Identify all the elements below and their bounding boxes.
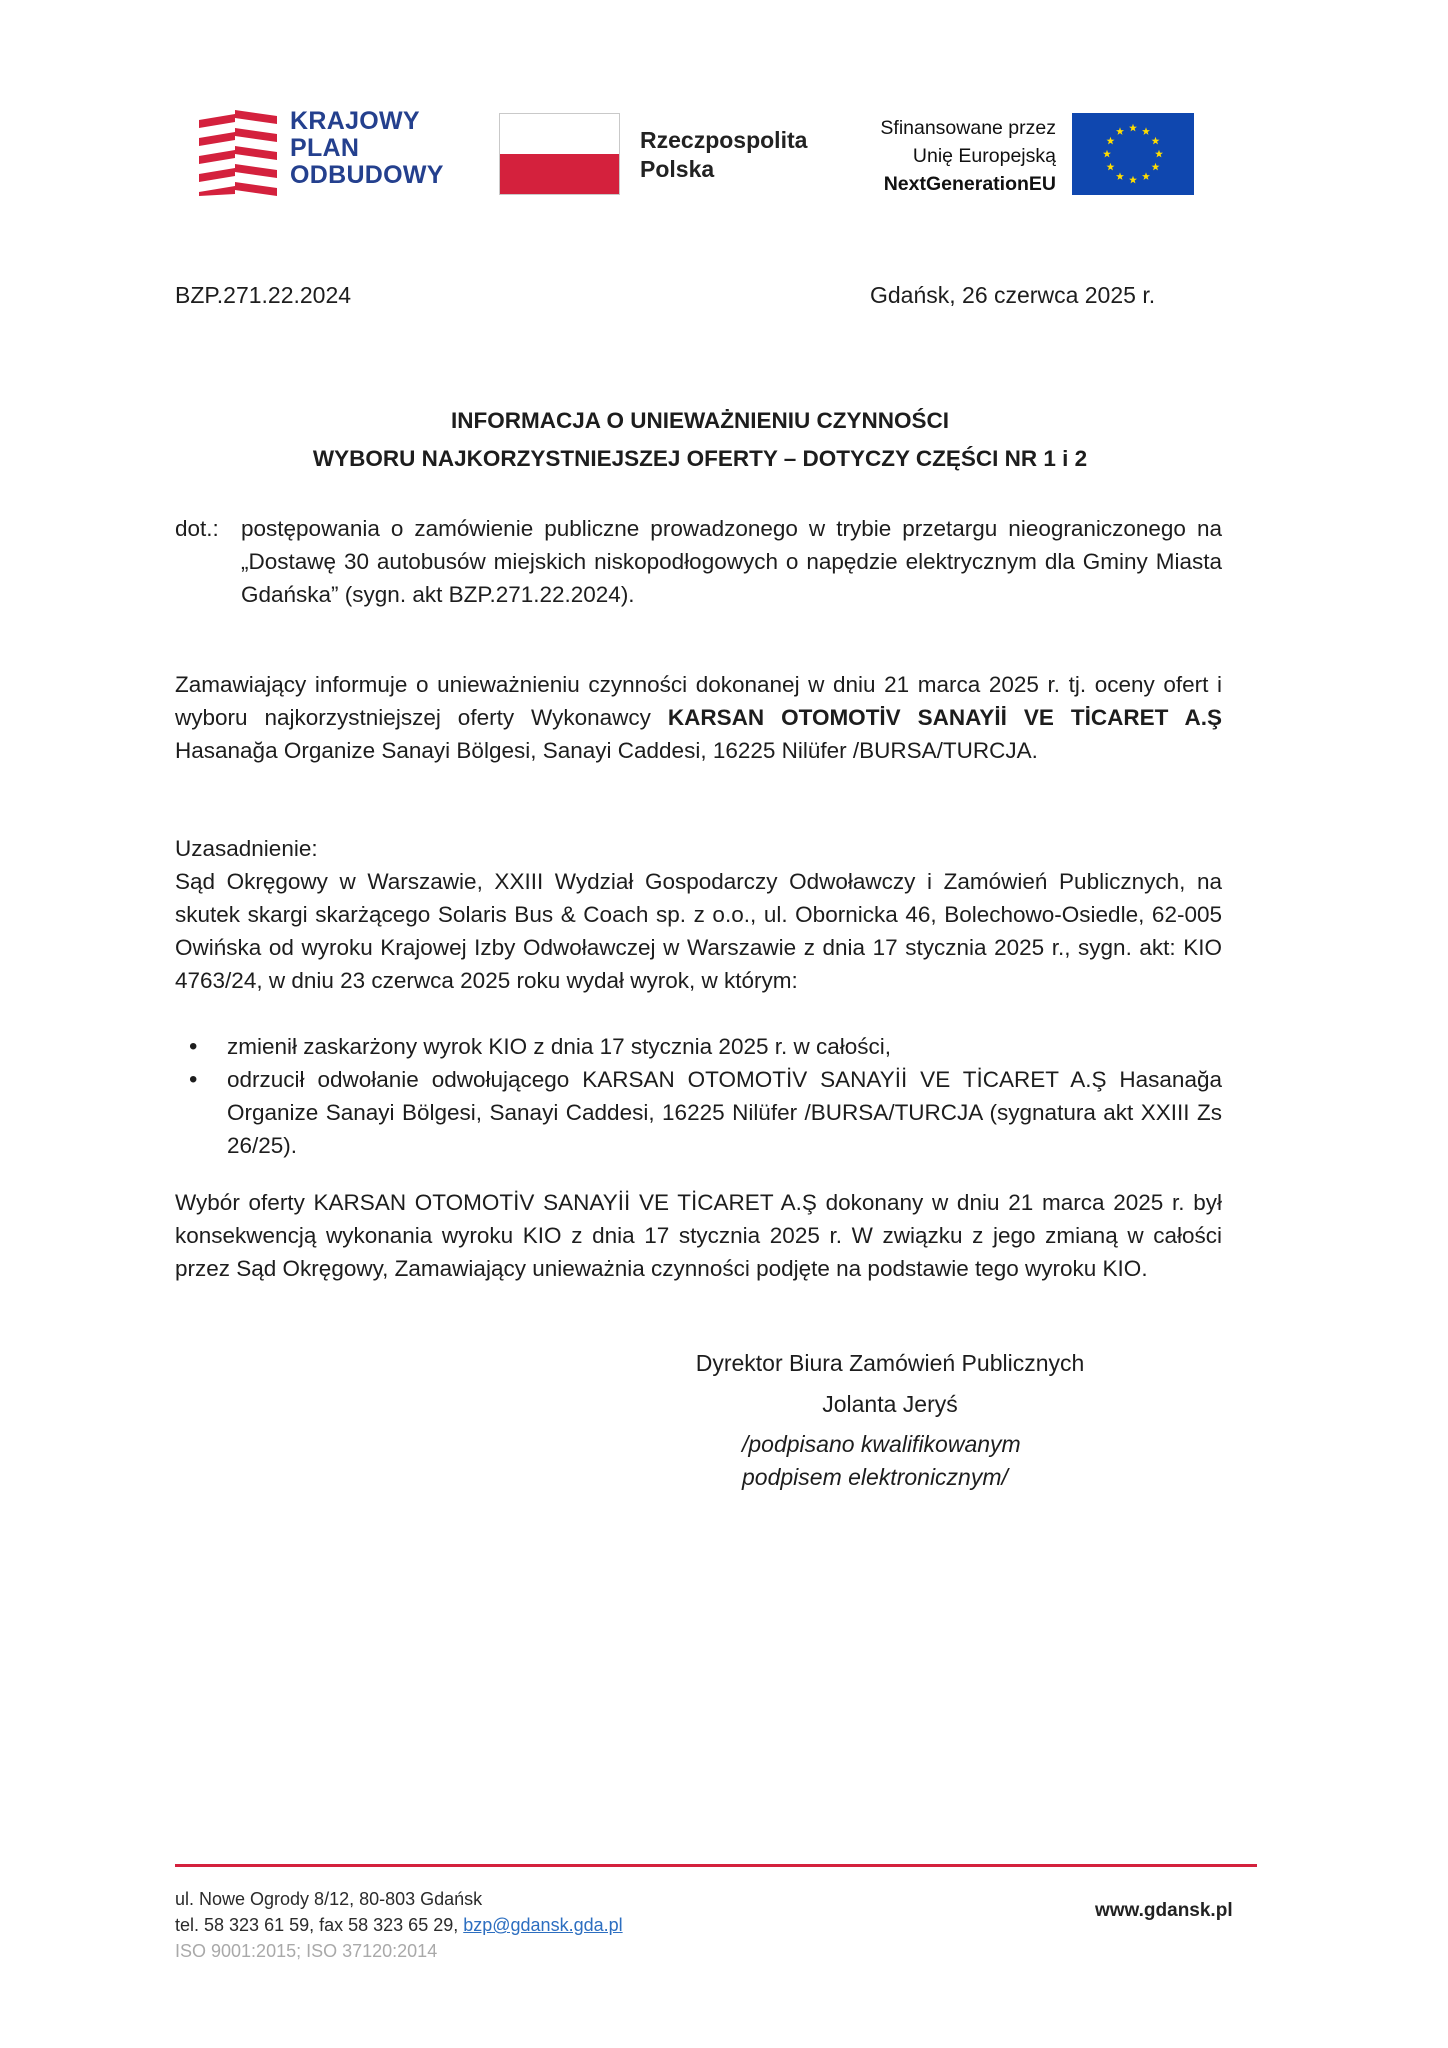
eu-star-icon [1155, 150, 1163, 158]
eu-star-icon [1152, 163, 1160, 171]
eu-star-icon [1103, 150, 1111, 158]
signatory-name: Jolanta Jeryś [822, 1391, 958, 1417]
kpo-logo-text [290, 108, 444, 189]
footer-phone: tel. 58 323 61 59, fax 58 323 65 29, [175, 1915, 464, 1935]
signature-block [640, 1346, 1140, 1494]
paragraph-annulment-info [175, 668, 1222, 767]
eu-stars-icon [1072, 113, 1194, 195]
eu-star-icon [1106, 137, 1114, 145]
signature-note-line-1: /podpisano kwalifikowanym [742, 1431, 1021, 1457]
eu-star-icon [1116, 127, 1124, 135]
kpo-line-3: ODBUDOWY [290, 161, 444, 189]
justification-heading: Uzasadnienie: [175, 836, 318, 861]
footer-contact [175, 1886, 623, 1964]
title-line-2: WYBORU NAJKORZYSTNIEJSZEJ OFERTY – DOTYCZY CZĘŚCI NR 1 i 2 [312, 446, 1088, 471]
regarding-label: dot.: [175, 516, 219, 541]
eu-star-icon [1142, 172, 1150, 180]
regarding-text: postępowania o zamówienie publiczne prowadzonego w trybie przetargu nieograniczonego na „Dostawę 30 autobusów miejskich niskopodłogowych o napędzie elektrycznym dla Gminy Miasta Gdańska” (sygn. akt BZP.271.22.2024). [241, 516, 1222, 607]
justification-section [175, 832, 1222, 997]
place-date: Gdańsk, 26 czerwca 2025 r. [870, 282, 1156, 308]
paragraph-1-text: Zamawiający informuje o unieważnieniu czynności dokonanej w dniu 21 marca 2025 r. tj. oceny ofert i wyboru najkorzystniejszej oferty Wykonawcy [175, 672, 1222, 730]
document-reference: BZP.271.22.2024 [175, 282, 352, 308]
footer-address: ul. Nowe Ogrody 8/12, 80-803 Gdańsk [175, 1889, 483, 1909]
eu-line-2: Unię Europejską [912, 145, 1056, 167]
contractor-address: Hasanağa Organize Sanayi Bölgesi, Sanayi Caddesi, 16225 Nilüfer /BURSA/TURCJA. [175, 738, 1038, 763]
footer-iso: ISO 9001:2015; ISO 37120:2014 [175, 1941, 438, 1961]
list-item: • odrzucił odwołanie odwołującego KARSAN OTOMOTİV SANAYİİ VE TİCARET A.Ş Hasanağa Organize Sanayi Bölgesi, Sanayi Caddesi, 16225 Nilüfer /BURSA/TURCJA (sygnatura akt XXIII Zs 26/25). [175, 1063, 1222, 1162]
footer-email-link[interactable]: bzp@gdansk.gda.pl [463, 1915, 623, 1935]
kpo-line-1: KRAJOWY [290, 107, 420, 135]
poland-logo-text [640, 126, 807, 184]
eu-star-icon [1152, 137, 1160, 145]
kpo-line-2: PLAN [290, 134, 360, 162]
verdict-list [175, 1030, 1222, 1162]
contractor-name: KARSAN OTOMOTİV SANAYİİ VE TİCARET A.Ş [667, 705, 1222, 730]
signatory-role: Dyrektor Biura Zamówień Publicznych [695, 1350, 1085, 1376]
paragraph-conclusion: Wybór oferty KARSAN OTOMOTİV SANAYİİ VE TİCARET A.Ş dokonany w dniu 21 marca 2025 r. był konsekwencją wykonania wyroku KIO z dnia 17 stycznia 2025 r. W związku z jego zmianą w całości przez Sąd Okręgowy, Zamawiający unieważnia czynności podjęte na podstawie tego wyroku KIO. [175, 1190, 1222, 1281]
document-title [175, 402, 1225, 478]
poland-line-2: Polska [640, 156, 715, 182]
eu-funding-text [820, 114, 1056, 198]
eu-flag-icon [1072, 113, 1194, 195]
title-line-1: INFORMACJA O UNIEWAŻNIENIU CZYNNOŚCI [451, 408, 949, 433]
eu-star-icon [1116, 172, 1124, 180]
eu-star-icon [1129, 124, 1137, 132]
poland-flag-icon [499, 113, 620, 195]
signature-note-line-2: podpisem elektronicznym/ [742, 1464, 1008, 1490]
kpo-logo-mark [199, 110, 277, 196]
eu-line-1: Sfinansowane przez [880, 117, 1056, 139]
eu-star-icon [1142, 127, 1150, 135]
eu-line-3: NextGenerationEU [883, 173, 1056, 195]
justification-text: Sąd Okręgowy w Warszawie, XXIII Wydział Gospodarczy Odwoławczy i Zamówień Publicznych, na skutek skargi skarżącego Solaris Bus & Coach sp. z o.o., ul. Obornicka 46, Bolechowo-Osiedle, 62-005 Owińska od wyroku Krajowej Izby Odwoławczej w Warszawie z dnia 17 stycznia 2025 r., sygn. akt: KIO 4763/24, w dniu 23 czerwca 2025 roku wydał wyrok, w którym: [175, 869, 1222, 993]
kpo-stripes-icon [199, 110, 277, 196]
eu-star-icon [1106, 163, 1114, 171]
footer-website[interactable]: www.gdansk.pl [1095, 1900, 1233, 1921]
footer-divider [175, 1864, 1257, 1867]
poland-line-1: Rzeczpospolita [640, 127, 808, 153]
footer-phone-row [175, 1912, 623, 1938]
list-item: • zmienił zaskarżony wyrok KIO z dnia 17 stycznia 2025 r. w całości, [175, 1030, 1222, 1063]
eu-star-icon [1129, 176, 1137, 184]
